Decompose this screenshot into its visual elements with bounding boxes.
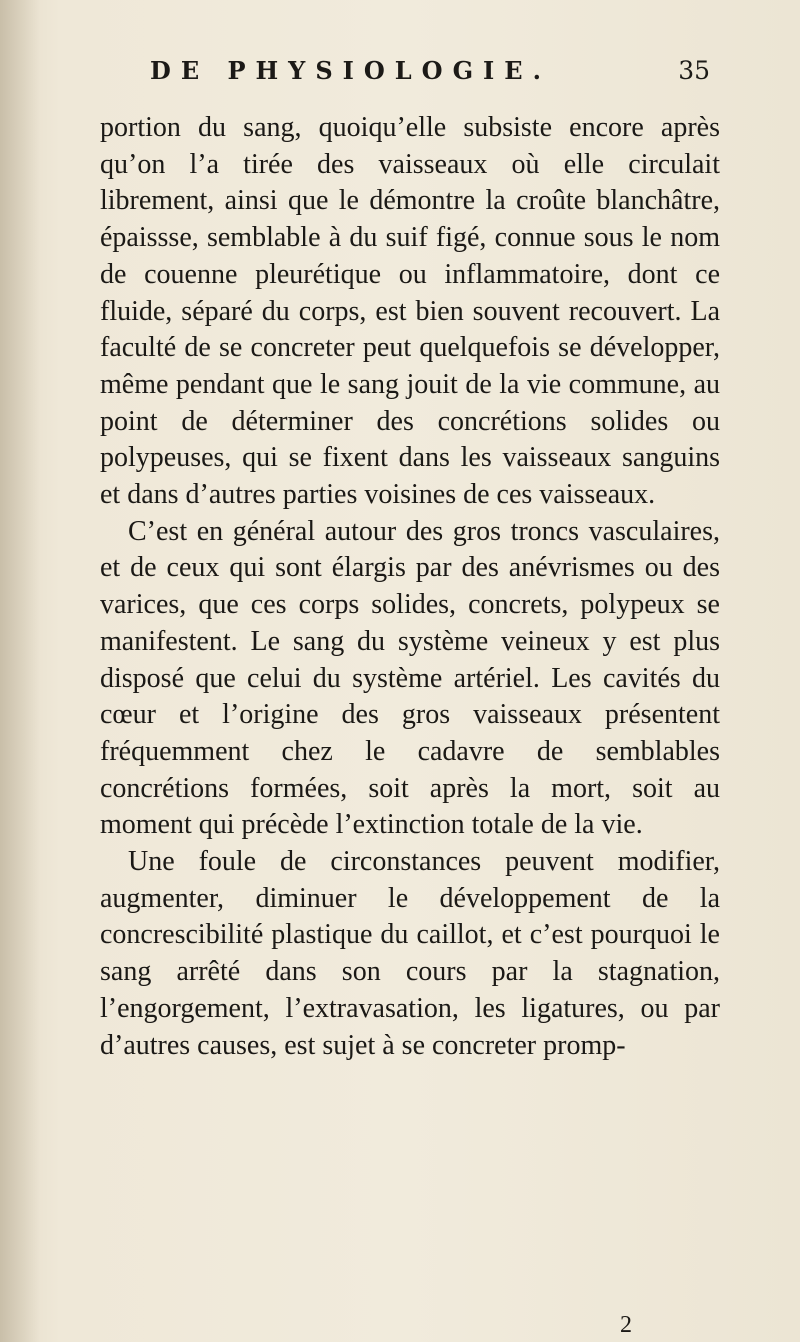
spine-shadow — [0, 0, 40, 1342]
page-number: 35 — [678, 56, 710, 85]
paragraph-3: Une foule de circonstances peuvent modifier, augmenter, diminuer le développement de la concrescibilité plastique du caillot, et c’est pourquoi le sang arrêté dans son cours par la stagnation, l’engorgement, l’extravasation, les ligatures, ou par d’autres causes, est sujet à se concreter promp- — [100, 846, 720, 1061]
paragraph-1: portion du sang, quoiqu’elle subsiste encore après qu’on l’a tirée des vaisseaux où elle circulait librement, ainsi que le démontre la croûte blanchâtre, épaissse, semblable à du suif figé, connue sous le nom de couenne pleurétique ou inflammatoire, dont ce fluide, séparé du corps, est bien souvent recouvert. La faculté de se concreter peut quelquefois se développer, même pendant que le sang jouit de la vie commune, au point de déterminer des concrétions solides ou polypeuses, qui se fixent dans les vaisseaux sanguins et dans d’autres parties voisines de ces vaisseaux. — [100, 112, 720, 511]
paragraph-2: C’est en général autour des gros troncs vasculaires, et de ceux qui sont élargis par des anévrismes ou des varices, que ces corps solides, concrets, polypeux se manifestent. Le sang du système veineux y est plus disposé que celui du système artériel. Les cavités du cœur et l’origine des gros vaisseaux présentent fréquemment chez le cadavre de semblables concrétions formées, soit après la mort, soit au moment qui précède l’extinction totale de la vie. — [100, 515, 720, 841]
running-head-title: DE PHYSIOLOGIE. — [150, 56, 551, 85]
running-head — [150, 56, 710, 96]
body-text — [100, 110, 720, 1064]
signature-mark: 2 — [620, 1312, 632, 1338]
